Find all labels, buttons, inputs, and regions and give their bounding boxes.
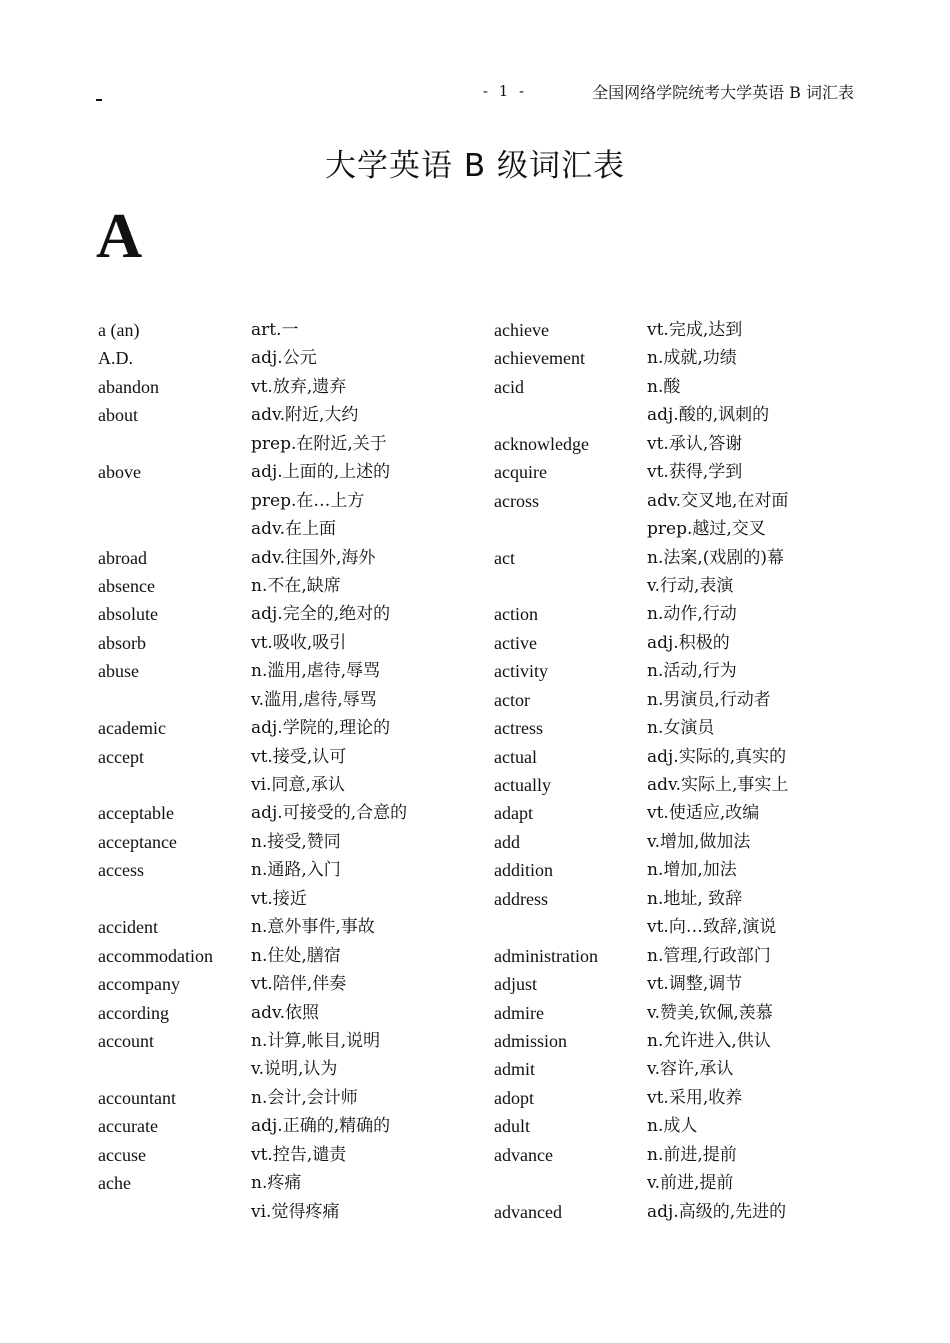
- vocab-entry-row: [494, 344, 867, 372]
- vocab-word: accountant: [98, 1087, 176, 1108]
- vocab-word: absolute: [98, 604, 158, 625]
- vocab-definition: v.说明,认为: [251, 1059, 338, 1080]
- vocab-definition: v.前进,提前: [647, 1173, 734, 1194]
- vocab-word: accept: [98, 746, 144, 767]
- vocab-entry-row: [98, 316, 471, 344]
- vocab-entry-row: [494, 1198, 867, 1226]
- vocab-word: achieve: [494, 320, 549, 340]
- vocab-definition: adj.酸的,讽刺的: [647, 405, 770, 426]
- vocab-definition: n.会计,会计师: [251, 1087, 358, 1108]
- vocab-entry-row: [494, 1084, 867, 1112]
- vocab-definition: n.男演员,行动者: [647, 689, 771, 710]
- vocab-entry-row: [494, 885, 867, 913]
- vocab-word: A.D.: [98, 348, 133, 369]
- vocab-definition: vt.放弃,遗弃: [251, 376, 347, 397]
- vocab-definition: v.容许,承认: [647, 1059, 734, 1080]
- vocab-entry-row: [98, 799, 471, 827]
- vocab-word: admission: [494, 1030, 568, 1051]
- vocab-word: above: [98, 462, 141, 483]
- margin-dash-mark: [96, 99, 102, 101]
- vocab-word: accuse: [98, 1144, 146, 1165]
- vocab-definition: n.住处,膳宿: [251, 945, 341, 966]
- vocab-definition: v.赞美,钦佩,羡慕: [647, 1002, 773, 1023]
- vocab-definition: adj.学院的,理论的: [251, 718, 391, 739]
- vocab-definition: n.滥用,虐待,辱骂: [251, 661, 381, 682]
- vocab-entry-row: [494, 657, 867, 685]
- vocab-word: actual: [494, 746, 537, 767]
- vocab-entry-row: [98, 714, 471, 742]
- vocab-entry-row: [98, 401, 471, 429]
- vocab-word: access: [98, 860, 144, 881]
- vocab-word: act: [494, 547, 515, 568]
- vocab-word: actor: [494, 689, 530, 710]
- vocab-definition: prep.在…上方: [251, 490, 365, 511]
- vocab-entry-row: [494, 430, 867, 458]
- vocab-entry-row: [98, 885, 471, 913]
- vocab-entry-row: [494, 799, 867, 827]
- vocab-word: admit: [494, 1059, 535, 1080]
- vocab-word: action: [494, 604, 538, 625]
- vocab-entry-row: [98, 629, 471, 657]
- vocab-word: acceptable: [98, 803, 174, 824]
- vocab-word: accommodation: [98, 945, 213, 966]
- vocab-definition: n.管理,行政部门: [647, 945, 771, 966]
- vocab-word: about: [98, 405, 138, 426]
- vocab-definition: n.动作,行动: [647, 604, 737, 625]
- vocab-definition: n.允许进入,供认: [647, 1030, 771, 1051]
- vocab-definition: vt.接受,认可: [251, 746, 347, 767]
- vocab-entry-row: [494, 1169, 867, 1197]
- vocab-definition: n.疼痛: [251, 1173, 302, 1194]
- vocab-definition: n.前进,提前: [647, 1144, 737, 1165]
- vocab-definition: prep.在附近,关于: [251, 433, 387, 454]
- vocab-definition: vt.陪伴,伴奏: [251, 974, 347, 995]
- vocab-word: address: [494, 888, 548, 909]
- vocab-word: ache: [98, 1173, 131, 1194]
- vocab-word: adult: [494, 1116, 530, 1137]
- vocab-entry-row: [494, 1112, 867, 1140]
- vocab-definition: adv.往国外,海外: [251, 547, 376, 568]
- vocab-entry-row: [98, 344, 471, 372]
- vocab-word: acid: [494, 376, 524, 397]
- vocab-word: acknowledge: [494, 433, 589, 454]
- vocab-column-right: [494, 316, 867, 1226]
- vocab-definition: vt.向…致辞,演说: [647, 917, 777, 938]
- vocab-entry-row: [494, 714, 867, 742]
- vocab-definition: adj.上面的,上述的: [251, 462, 391, 483]
- vocab-definition: vt.吸收,吸引: [251, 632, 347, 653]
- vocab-definition: vt.完成,达到: [647, 320, 743, 340]
- vocab-definition: adj.实际的,真实的: [647, 746, 787, 767]
- vocab-entry-row: [98, 1198, 471, 1226]
- vocab-definition: n.不在,缺席: [251, 575, 341, 596]
- vocab-definition: vt.使适应,改编: [647, 803, 760, 824]
- vocab-entry-row: [494, 487, 867, 515]
- vocab-entry-row: [98, 1084, 471, 1112]
- vocab-entry-row: [494, 572, 867, 600]
- vocab-definition: adj.积极的: [647, 632, 730, 653]
- vocab-entry-row: [494, 515, 867, 543]
- vocab-definition: v.行动,表演: [647, 575, 734, 596]
- vocab-entry-row: [494, 1055, 867, 1083]
- vocab-definition: v.增加,做加法: [647, 831, 751, 852]
- vocab-entry-row: [98, 657, 471, 685]
- vocab-definition: vt.采用,收养: [647, 1087, 743, 1108]
- vocab-entry-row: [98, 970, 471, 998]
- vocab-entry-row: [98, 1112, 471, 1140]
- vocab-definition: n.意外事件,事故: [251, 917, 375, 938]
- vocab-entry-row: [98, 373, 471, 401]
- vocab-entry-row: [494, 1141, 867, 1169]
- vocab-entry-row: [98, 458, 471, 486]
- vocab-definition: art.一: [251, 320, 299, 340]
- vocab-entry-row: [494, 686, 867, 714]
- vocab-entry-row: [494, 1027, 867, 1055]
- vocab-definition: vt.控告,谴责: [251, 1144, 347, 1165]
- vocab-entry-row: [494, 316, 867, 344]
- vocab-word: administration: [494, 945, 598, 966]
- vocab-definition: adv.实际上,事实上: [647, 775, 789, 795]
- vocab-word: abuse: [98, 661, 139, 682]
- vocab-definition: vt.承认,答谢: [647, 433, 743, 454]
- vocab-definition: n.活动,行为: [647, 661, 737, 682]
- vocab-entry-row: [98, 999, 471, 1027]
- vocab-word: advanced: [494, 1201, 562, 1222]
- vocab-definition: adj.高级的,先进的: [647, 1201, 787, 1222]
- vocab-definition: adv.交叉地,在对面: [647, 490, 789, 511]
- vocab-entry-row: [98, 515, 471, 543]
- vocab-word: abroad: [98, 547, 147, 568]
- vocab-entry-row: [494, 600, 867, 628]
- vocab-word: advance: [494, 1144, 553, 1165]
- vocab-definition: n.酸: [647, 376, 681, 397]
- vocab-definition: adj.正确的,精确的: [251, 1116, 391, 1137]
- vocab-entry-row: [98, 743, 471, 771]
- vocab-definition: n.计算,帐目,说明: [251, 1030, 381, 1051]
- page-number: - 1 -: [482, 82, 528, 100]
- vocab-entry-row: [98, 572, 471, 600]
- vocab-definition: v.滥用,虐待,辱骂: [251, 689, 377, 710]
- vocab-entry-row: [98, 942, 471, 970]
- vocab-definition: adj.可接受的,合意的: [251, 803, 408, 824]
- vocab-word: academic: [98, 718, 166, 739]
- vocab-definition: n.接受,赞同: [251, 831, 341, 852]
- vocab-word: adapt: [494, 803, 533, 824]
- vocab-word: accurate: [98, 1116, 158, 1137]
- vocab-entry-row: [98, 828, 471, 856]
- vocab-entry-row: [98, 1027, 471, 1055]
- vocab-word: acceptance: [98, 831, 177, 852]
- vocab-definition: n.地址, 致辞: [647, 888, 743, 909]
- vocab-entry-row: [98, 544, 471, 572]
- vocab-word: adopt: [494, 1087, 534, 1108]
- vocab-word: account: [98, 1030, 154, 1051]
- vocab-word: a (an): [98, 320, 140, 340]
- vocab-definition: vt.调整,调节: [647, 974, 743, 995]
- vocab-entry-row: [494, 743, 867, 771]
- running-header-title: 全国网络学院统考大学英语 B 词汇表: [592, 83, 854, 102]
- vocab-entry-row: [98, 913, 471, 941]
- vocab-definition: prep.越过,交叉: [647, 519, 766, 540]
- vocab-word: add: [494, 831, 520, 852]
- vocab-entry-row: [494, 913, 867, 941]
- vocab-word: absence: [98, 575, 155, 596]
- vocab-word: absorb: [98, 632, 146, 653]
- vocab-entry-row: [98, 1055, 471, 1083]
- vocab-word: accident: [98, 917, 158, 938]
- document-title: 大学英语 B 级词汇表: [325, 148, 625, 184]
- vocab-definition: n.法案,(戏剧的)幕: [647, 547, 785, 568]
- vocab-word: adjust: [494, 974, 537, 995]
- vocab-word: actress: [494, 718, 543, 739]
- vocab-definition: n.通路,入门: [251, 860, 341, 881]
- vocab-definition: n.成人: [647, 1116, 698, 1137]
- vocab-entry-row: [494, 942, 867, 970]
- vocab-word: according: [98, 1002, 169, 1023]
- vocab-column-left: [98, 316, 471, 1226]
- vocab-definition: vi.同意,承认: [251, 775, 345, 795]
- vocab-entry-row: [98, 686, 471, 714]
- vocab-definition: adj.公元: [251, 348, 317, 369]
- vocab-definition: vt.获得,学到: [647, 462, 743, 483]
- vocab-entry-row: [98, 487, 471, 515]
- vocab-definition: adv.附近,大约: [251, 405, 359, 426]
- vocab-word: across: [494, 490, 539, 511]
- vocab-definition: n.女演员: [647, 718, 715, 739]
- vocab-word: acquire: [494, 462, 547, 483]
- vocab-entry-row: [494, 828, 867, 856]
- vocab-entry-row: [98, 1141, 471, 1169]
- vocab-entry-row: [98, 856, 471, 884]
- vocab-word: activity: [494, 661, 548, 682]
- vocab-definition: adv.依照: [251, 1002, 320, 1023]
- vocab-definition: n.增加,加法: [647, 860, 737, 881]
- vocab-entry-row: [494, 970, 867, 998]
- vocab-word: actually: [494, 775, 551, 795]
- vocab-word: abandon: [98, 376, 159, 397]
- vocab-definition: adj.完全的,绝对的: [251, 604, 391, 625]
- vocab-entry-row: [98, 430, 471, 458]
- vocab-entry-row: [98, 771, 471, 799]
- vocab-entry-row: [494, 544, 867, 572]
- vocab-entry-row: [494, 856, 867, 884]
- vocab-entry-row: [494, 401, 867, 429]
- vocab-word: accompany: [98, 974, 180, 995]
- vocab-entry-row: [494, 629, 867, 657]
- vocab-entry-row: [98, 1169, 471, 1197]
- vocab-entry-row: [494, 999, 867, 1027]
- section-letter: A: [96, 200, 143, 271]
- vocab-definition: n.成就,功绩: [647, 348, 737, 369]
- vocab-word: achievement: [494, 348, 585, 369]
- vocab-definition: adv.在上面: [251, 519, 337, 540]
- vocab-entry-row: [494, 458, 867, 486]
- vocab-entry-row: [98, 600, 471, 628]
- vocab-word: addition: [494, 860, 553, 881]
- vocab-word: admire: [494, 1002, 544, 1023]
- vocab-entry-row: [494, 373, 867, 401]
- vocab-definition: vi.觉得疼痛: [251, 1201, 340, 1222]
- vocab-word: active: [494, 632, 537, 653]
- vocab-definition: vt.接近: [251, 888, 307, 909]
- vocab-entry-row: [494, 771, 867, 799]
